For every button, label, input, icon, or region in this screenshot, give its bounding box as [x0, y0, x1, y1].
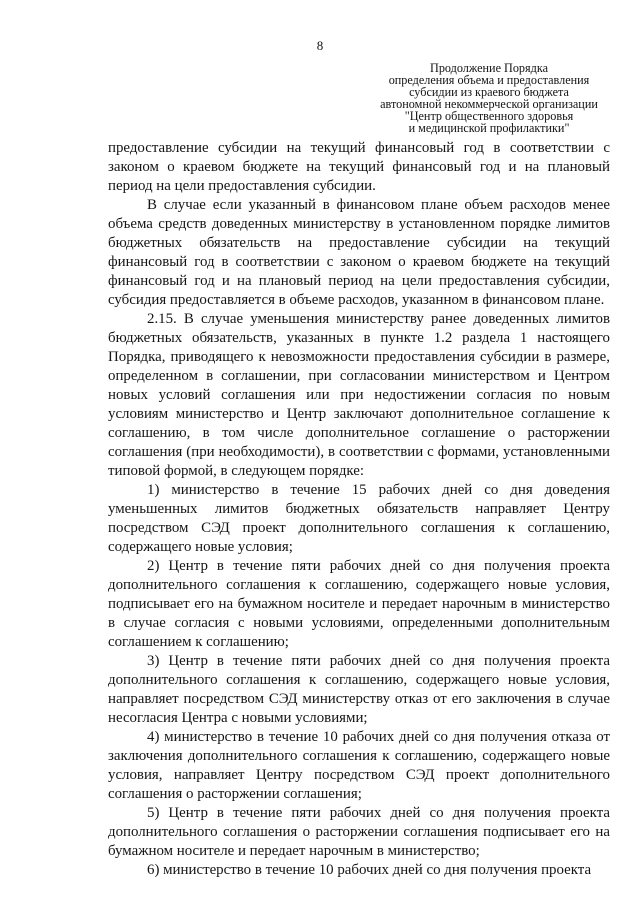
list-item-6: 6) министерство в течение 10 рабочих дней со дня получения проекта [147, 862, 592, 878]
list-item-4: 4) министерство в течение 10 рабочих дней со дня получения отказа от заключения дополнительного соглашения к соглашению, содержащего новые условия, направляет Центру посредством СЭД проект дополнительного соглашения о расторжении соглашения; [108, 729, 610, 802]
paragraph-clause-2-15: 2.15. В случае уменьшения министерству ранее доведенных лимитов бюджетных обязательств, указанных в пункте 1.2 раздела 1 настоящего Порядка, приводящего к невозможности предоставления субсидии в размере, определенном в соглашении, при согласовании министерством и Центром новых условий соглашения или при недостижении согласия по новым условиям министерство и Центр заключают дополнительное соглашение к соглашению, в том числе дополнительное соглашение о расторжении соглашения (при необходимости), в соответствии с формами, установленными типовой формой, в следующем порядке: [108, 311, 610, 479]
list-item-2: 2) Центр в течение пяти рабочих дней со дня получения проекта дополнительного соглашения к соглашению, содержащего новые условия, подписывает его на бумажном носителе и передает нарочным в министерство в случае согласия с новыми условиями, определенными дополнительным соглашением к соглашению; [108, 558, 610, 650]
header-line: "Центр общественного здоровья [404, 109, 574, 123]
header-line: субсидии из краевого бюджета [409, 85, 569, 99]
header-line: определения объема и предоставления [388, 73, 590, 87]
header-line: автономной некоммерческой организации [380, 97, 598, 111]
header-line: и медицинской профилактики" [408, 121, 570, 135]
page-number: 8 [316, 38, 324, 53]
document-header [360, 62, 618, 134]
paragraph-continuation: предоставление субсидии на текущий финансовый год в соответствии с законом о краевом бюджете на текущий финансовый год и на плановый период на цели предоставления субсидии. [108, 140, 610, 194]
header-line: Продолжение Порядка [430, 61, 548, 75]
list-item-1: 1) министерство в течение 15 рабочих дней со дня доведения уменьшенных лимитов бюджетных обязательств направляет Центру посредством СЭД проект дополнительного соглашения к соглашению, содержащего новые условия; [108, 482, 610, 555]
list-item-3: 3) Центр в течение пяти рабочих дней со дня получения проекта дополнительного соглашения к соглашению, содержащего новые условия, направляет посредством СЭД министерству отказ от его заключения в случае несогласия Центра с новыми условиями; [108, 653, 610, 726]
list-item-5: 5) Центр в течение пяти рабочих дней со дня получения проекта дополнительного соглашения о расторжении соглашения подписывает его на бумажном носителе и передает нарочным в министерство; [108, 805, 610, 859]
paragraph: В случае если указанный в финансовом плане объем расходов менее объема средств доведенных министерству в установленном порядке лимитов бюджетных обязательств на предоставление субсидии на текущий финансовый год в соответствии с законом о краевом бюджете на текущий финансовый год и на плановый период на цели предоставления субсидии, субсидия предоставляется в объеме расходов, указанном в финансовом плане. [108, 197, 610, 308]
document-body [108, 139, 610, 880]
